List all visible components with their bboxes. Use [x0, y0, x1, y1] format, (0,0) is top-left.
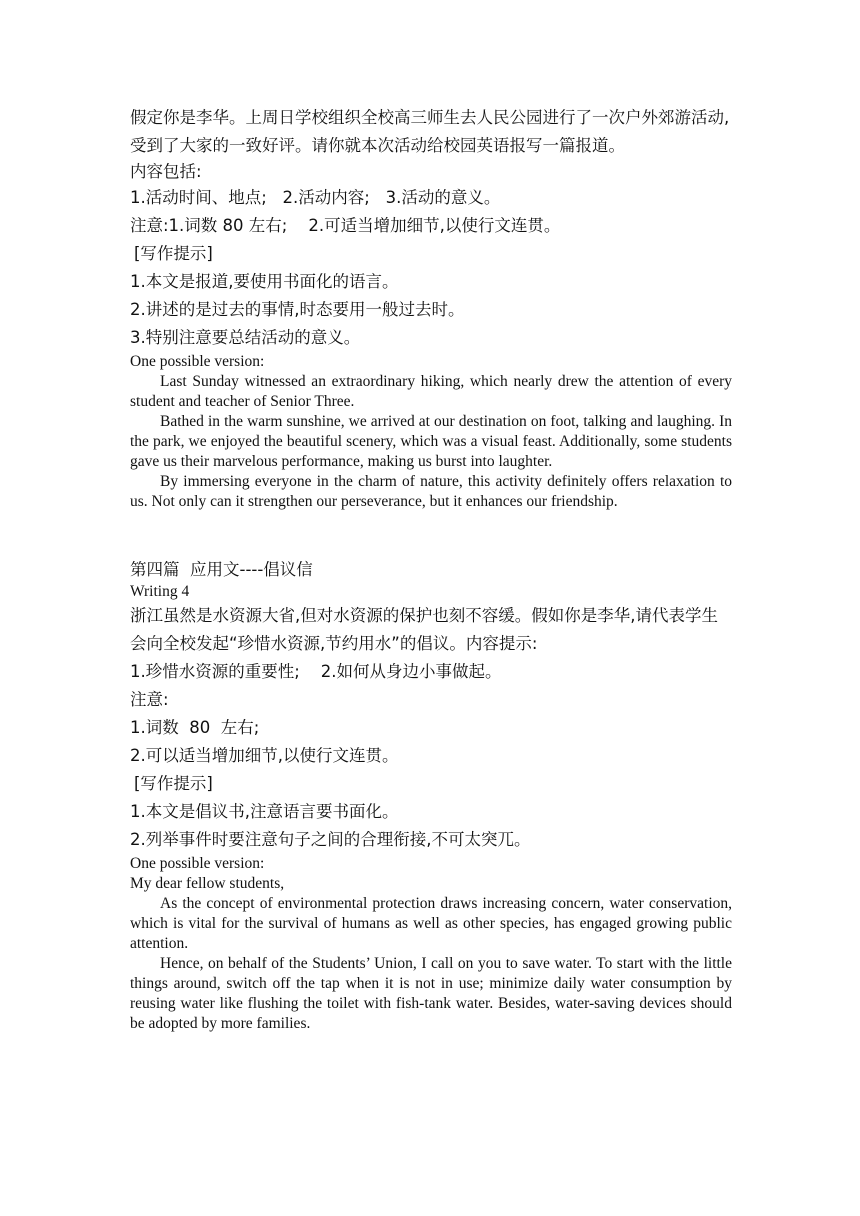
section-heading: 第四篇 应用文----倡议信: [130, 560, 313, 579]
note-item: 2.可以适当增加细节,以使行文连贯。: [130, 746, 399, 765]
section-subheading: Writing 4: [130, 583, 190, 600]
tips-heading: [写作提示]: [134, 244, 213, 263]
tip-item: 1.本文是倡议书,注意语言要书面化。: [130, 802, 399, 821]
salutation: My dear fellow students,: [130, 875, 285, 892]
essay-paragraph: Hence, on behalf of the Students’ Union, I call on you to save water. To start with the little things around, switch off the tap when it is not in use; minimize daily water consumption by reusing water like flushing the toilet with fish-tank water. Besides, water-saving devices should be adopted by more families.: [130, 955, 732, 1032]
section-4: [130, 558, 732, 1034]
essay-paragraph: Last Sunday witnessed an extraordinary hiking, which nearly drew the attention of every student and teacher of Senior Three.: [130, 373, 732, 410]
notes: 注意:1.词数 80 左右; 2.可适当增加细节,以使行文连贯。: [130, 216, 561, 235]
section-3: [130, 104, 732, 512]
essay-paragraph: As the concept of environmental protection draws increasing concern, water conservation, which is vital for the survival of humans as well as other species, has engaged growing public attention.: [130, 895, 732, 952]
tip-item: 2.列举事件时要注意句子之间的合理衔接,不可太突兀。: [130, 830, 531, 849]
essay-paragraph: By immersing everyone in the charm of nature, this activity definitely offers relaxation to us. Not only can it strengthen our perseverance, but it enhances our friendship.: [130, 473, 732, 510]
content-points: 1.活动时间、地点; 2.活动内容; 3.活动的意义。: [130, 188, 501, 207]
version-label: One possible version:: [130, 353, 265, 370]
tip-item: 1.本文是报道,要使用书面化的语言。: [130, 272, 399, 291]
content-points: 1.珍惜水资源的重要性; 2.如何从身边小事做起。: [130, 662, 502, 681]
tips-heading: [写作提示]: [134, 774, 213, 793]
tip-item: 3.特别注意要总结活动的意义。: [130, 328, 361, 347]
document-page: [130, 104, 732, 1034]
version-label: One possible version:: [130, 855, 265, 872]
essay-paragraph: Bathed in the warm sunshine, we arrived at our destination on foot, talking and laughing. In the park, we enjoyed the beautiful scenery, which was a visual feast. Additionally, some students gave us their marvelous performance, making us burst into laughter.: [130, 413, 732, 470]
note-item: 1.词数 80 左右;: [130, 718, 260, 737]
prompt-text: 假定你是李华。上周日学校组织全校高三师生去人民公园进行了一次户外郊游活动,受到了大家的一致好评。请你就本次活动给校园英语报写一篇报道。: [130, 108, 730, 155]
prompt-text: 浙江虽然是水资源大省,但对水资源的保护也刻不容缓。假如你是李华,请代表学生会向全校发起“珍惜水资源,节约用水”的倡议。内容提示:: [130, 606, 718, 653]
notes-label: 注意:: [130, 690, 169, 709]
prompt-content-label: 内容包括:: [130, 162, 202, 181]
tip-item: 2.讲述的是过去的事情,时态要用一般过去时。: [130, 300, 465, 319]
